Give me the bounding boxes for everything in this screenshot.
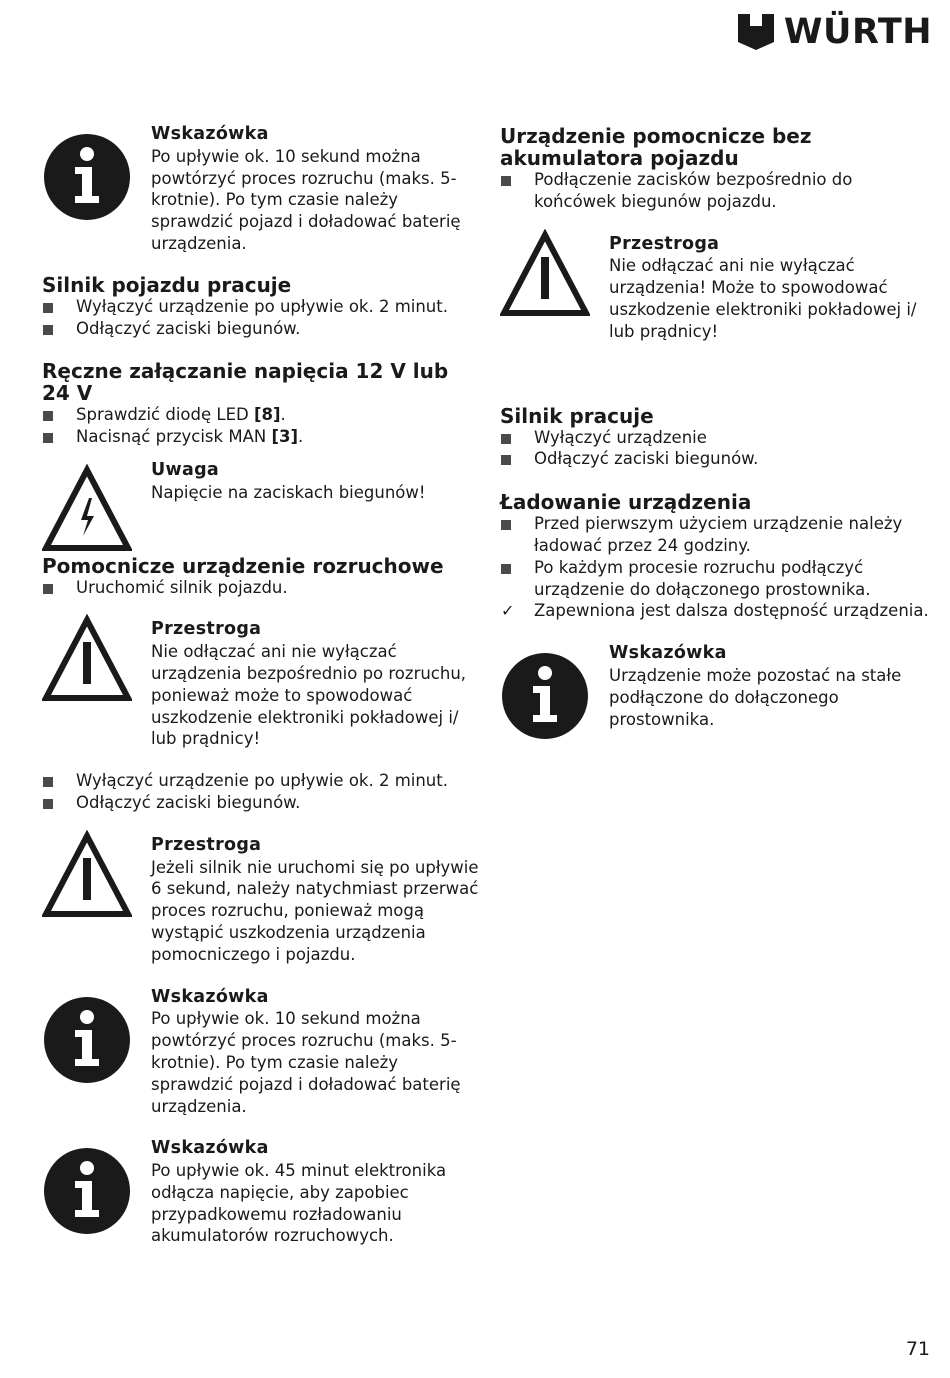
list-item: Nacisnąć przycisk MAN [3].	[42, 426, 482, 448]
charging-list	[500, 513, 932, 622]
warning-label: Uwaga	[151, 459, 220, 480]
section-title-engine-running: Silnik pojazdu pracuje	[42, 272, 292, 297]
caution-icon	[42, 830, 132, 920]
list-item: Przed pierwszym użyciem urządzenie należy ładować przez 24 godziny.	[500, 513, 932, 557]
warning-voltage	[42, 460, 482, 504]
note-label: Wskazówka	[151, 124, 269, 144]
note-text: Urządzenie może pozostać na stałe podłączone do dołączonego prostownika.	[609, 665, 902, 729]
caution-icon	[500, 229, 590, 319]
list-item: Po każdym procesie rozruchu podłączyć urządzenie do dołączonego prostownika.	[500, 557, 932, 601]
caution-text: Nie odłączać ani nie wyłączać urządzenia bezpośrednio po rozruchu, ponieważ może to spowodować uszkodzenie elektroniki pokładowej i/ lub prądnicy!	[151, 642, 467, 749]
reference-number: [8]	[253, 405, 281, 425]
list-item: Uruchomić silnik pojazdu.	[42, 577, 482, 599]
caution-label: Przestroga	[151, 619, 262, 640]
list-item: Wyłączyć urządzenie	[500, 427, 932, 449]
section-title-no-battery: Urządzenie pomocnicze bez akumulatora pojazdu	[500, 124, 812, 170]
note-label: Wskazówka	[151, 986, 269, 1007]
caution-1	[42, 619, 482, 750]
section-title-engine: Silnik pracuje	[500, 403, 654, 428]
no-battery-list	[500, 169, 932, 213]
note-hint-right	[500, 643, 932, 730]
caution-text: Jeżeli silnik nie uruchomi się po upływie 6 sekund, należy natychmiast przerwać proces rozruchu, ponieważ mogą wystąpić uszkodzenia urządzenia pomocniczego i pojazdu.	[151, 857, 479, 964]
list-item: Podłączenie zacisków bezpośrednio do końcówek biegunów pojazdu.	[500, 169, 932, 213]
list-item: Odłączyć zaciski biegunów.	[42, 792, 482, 814]
caution-label: Przestroga	[609, 233, 720, 254]
warning-text: Napięcie na zaciskach biegunów!	[151, 482, 426, 502]
note-text: Po upływie ok. 10 sekund można powtórzyć proces rozruchu (maks. 5-krotnie). Po tym czasie należy sprawdzić pojazd i doładować baterię urządzenia.	[151, 1009, 461, 1116]
section-title-aux-start: Pomocnicze urządzenie rozruchowe	[42, 553, 444, 578]
engine-running-list	[42, 296, 482, 340]
info-icon	[42, 132, 132, 222]
result-item: ✓ Zapewniona jest dalsza dostępność urządzenia.	[500, 600, 932, 622]
note-label: Wskazówka	[151, 1138, 269, 1159]
list-item: Odłączyć zaciski biegunów.	[500, 448, 932, 470]
right-column	[500, 122, 932, 730]
note-hint-2	[42, 987, 482, 1118]
list-item: Wyłączyć urządzenie po upływie ok. 2 minut.	[42, 770, 482, 792]
engine-list	[500, 427, 932, 471]
wurth-logo-icon	[736, 12, 776, 52]
caution-text: Nie odłączać ani nie wyłączać urządzenia! Może to spowodować uszkodzenie elektroniki pokładowej i/ lub prądnicy!	[609, 256, 917, 341]
note-text: Po upływie ok. 10 sekund można powtórzyć proces rozruchu (maks. 5-krotnie). Po tym czasie należy sprawdzić pojazd i doładować baterię urządzenia.	[151, 146, 461, 253]
note-label: Wskazówka	[609, 643, 727, 664]
note-text: Po upływie ok. 45 minut elektronika odłącza napięcie, aby zapobiec przypadkowemu rozładowaniu akumulatorów rozruchowych.	[151, 1161, 447, 1246]
list-item: Sprawdzić diodę LED [8].	[42, 404, 482, 426]
caution-icon	[42, 614, 132, 704]
high-voltage-warning-icon	[42, 464, 132, 554]
note-hint-3	[42, 1138, 482, 1247]
reference-number: [3]	[271, 427, 299, 447]
caution-2	[42, 835, 482, 966]
info-icon	[500, 651, 590, 741]
caution-right	[500, 234, 932, 343]
info-icon	[42, 1146, 132, 1236]
note-hint-1	[42, 124, 482, 255]
list-item: Wyłączyć urządzenie po upływie ok. 2 minut.	[42, 296, 482, 318]
section-title-manual-voltage: Ręczne załączanie napięcia 12 V lub 24 V	[42, 359, 449, 406]
caution-label: Przestroga	[151, 834, 262, 855]
brand-logo	[736, 12, 932, 52]
page-number: 71	[905, 1338, 930, 1360]
steps-after-list	[42, 770, 482, 814]
manual-voltage-list	[42, 404, 482, 448]
aux-start-list	[42, 577, 482, 599]
left-column	[42, 122, 482, 1247]
brand-name: WÜRTH	[783, 11, 932, 52]
list-item: Odłączyć zaciski biegunów.	[42, 318, 482, 340]
info-icon	[42, 995, 132, 1085]
section-title-charging: Ładowanie urządzenia	[500, 490, 752, 515]
